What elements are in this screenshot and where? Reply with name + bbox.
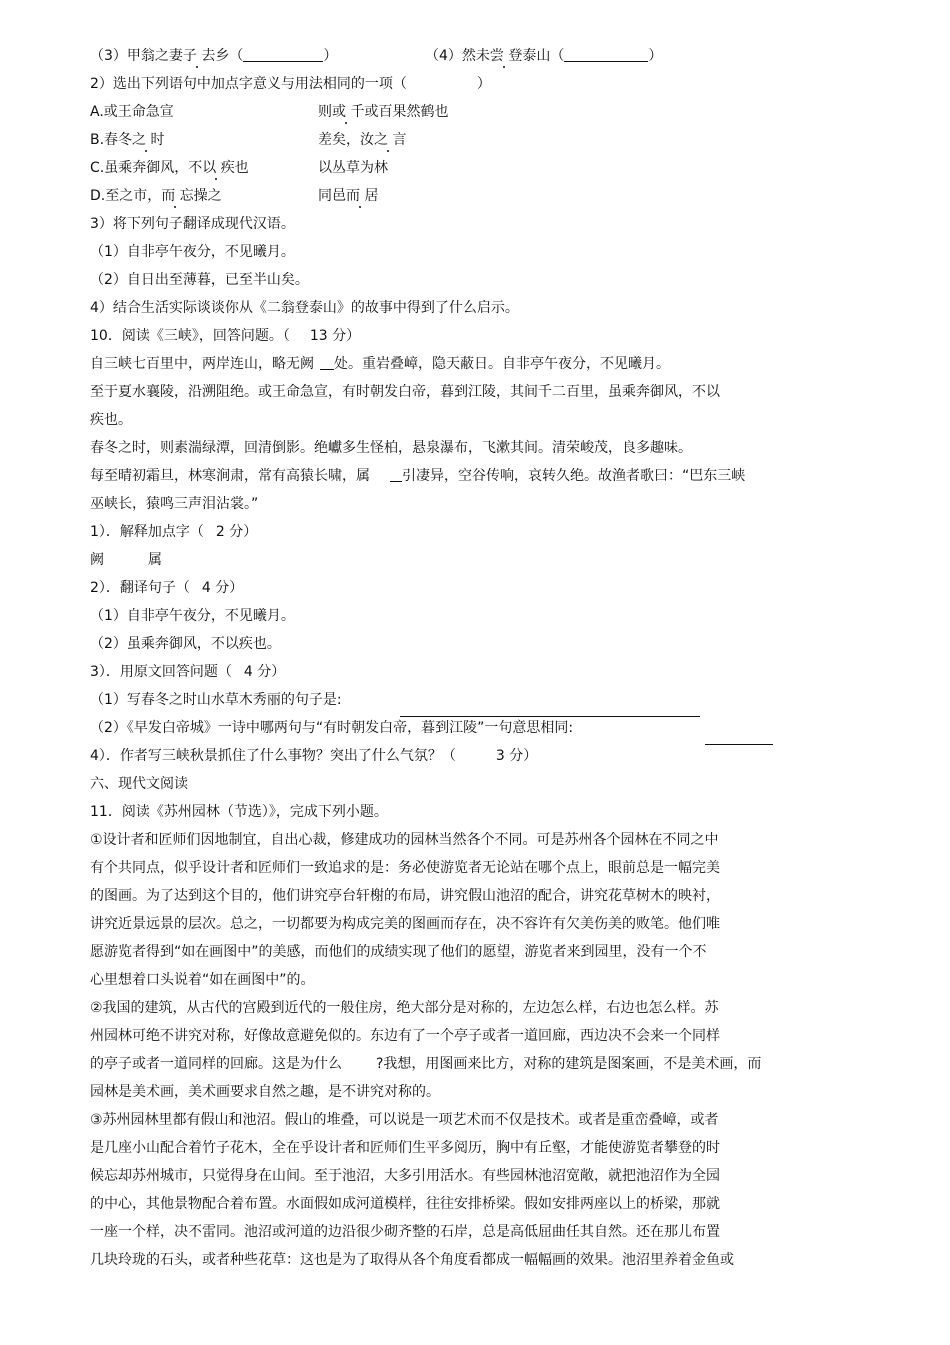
q9-sub3: 3）将下列句子翻译成现代汉语。 (90, 216, 295, 232)
option-d-left: D.至之市，而 忘操之 (90, 188, 222, 204)
q10-passage-line: 每至晴初霜旦，林寒涧肃，常有高猿长啸，属 引凄异，空谷传响，哀转久绝。故渔者歌曰：“巴东三峡 (90, 462, 745, 490)
q10-word-zhu: 属 (148, 552, 162, 568)
answer-blank[interactable] (564, 45, 648, 62)
q11-para3-line: 候忘却苏州城市，只觉得身在山间。至于池沼，大多引用活水。有些园林池沼宽敞，就把池沼作为全园 (90, 1168, 720, 1184)
q9-item3: （3）甲翁之妻子 去乡（ ） (90, 42, 337, 70)
q9-sub3-2: （2）自日出至薄暮，已至半山矣。 (90, 272, 309, 288)
q11-para3-line: ③苏州园林里都有假山和池沼。假山的堆叠，可以说是一项艺术而不仅是技术。或者是重峦叠嶂，或者 (90, 1112, 719, 1128)
q11-para1-line: 讲究近景远景的层次。总之，一切都要为构成完美的图画而存在，决不容许有欠美伤美的败笔。他们唯 (90, 916, 720, 932)
option-c-right: 以丛草为林 (318, 160, 388, 176)
option-b-left: B.春冬之 时 (90, 132, 165, 148)
answer-line[interactable] (705, 728, 773, 745)
option-c-left: C.虽乘奔御风，不以 疾也 (90, 160, 249, 176)
q11-para2-line: 园林是美术画，美术画要求自然之趣，是不讲究对称的。 (90, 1084, 440, 1100)
q10-sub3-2: （2）《早发白帝城》一诗中哪两句与“有时朝发白帝，暮到江陵”一句意思相同: (90, 720, 574, 736)
q11-para1-line: 有个共同点，似乎设计者和匠师们一致追求的是：务必使游览者无论站在哪个点上，眼前总是一幅完美 (90, 860, 720, 876)
section-heading: 六、现代文阅读 (90, 776, 188, 792)
q11-para3-line: 的中心，其他景物配合着布置。水面假如成河道模样，往往安排桥梁。假如安排两座以上的桥梁，那就 (90, 1196, 720, 1212)
q11-para2-line: 州园林可绝不讲究对称，好像故意避免似的。东边有了一个亭子或者一道回廊，西边决不会来一个同样 (90, 1028, 720, 1044)
q10-sub2: 2）．翻译句子（ 4 分） (90, 580, 244, 596)
q11-para1-line: 的图画。为了达到这个目的，他们讲究亭台轩榭的布局，讲究假山池沼的配合，讲究花草树木的映衬， (90, 888, 720, 904)
q10-passage-line: 自三峡七百里中，两岸连山，略无阙 处。重岩叠嶂，隐天蔽日。自非亭午夜分，不见曦月。 (90, 350, 670, 378)
q10-sub3: 3）．用原文回答问题（ 4 分） (90, 664, 286, 680)
q11-para1-line: ①设计者和匠师们因地制宜，自出心裁，修建成功的园林当然各个不同。可是苏州各个园林在不同之中 (90, 832, 719, 848)
q10-passage-line: 至于夏水襄陵，沿溯阻绝。或王命急宣，有时朝发白帝，暮到江陵，其间千二百里，虽乘奔御风，不以 (90, 384, 720, 400)
q9-sub2: 2）选出下列语句中加点字意义与用法相同的一项（ ） (90, 76, 491, 92)
option-d-right: 同邑而 居 (318, 188, 379, 204)
q11-para1-line: 愿游览者得到“如在画图中”的美感，而他们的成绩实现了他们的愿望，游览者来到园里，没有一个不 (90, 944, 707, 960)
q11-para3-line: 一座一个样，决不雷同。池沼或河道的边沿很少砌齐整的石岸，总是高低屈曲任其自然。还在那儿布置 (90, 1224, 720, 1240)
q11-para3-line: 几块玲珑的石头，或者种些花草：这也是为了取得从各个角度看都成一幅幅画的效果。池沼里养着金鱼或 (90, 1252, 734, 1268)
q9-sub4: 4）结合生活实际谈谈你从《二翁登泰山》的故事中得到了什么启示。 (90, 300, 519, 316)
q10-passage-line: 疾也。 (90, 412, 132, 428)
q11-title: 11．阅读《苏州园林（节选）》，完成下列小题。 (90, 804, 388, 820)
q10-sub2-2: （2）虽乘奔御风，不以疾也。 (90, 636, 281, 652)
q10-title: 10．阅读《三峡》，回答问题。（ 13 分） (90, 328, 361, 344)
answer-blank[interactable] (243, 45, 323, 62)
option-b-right: 差矣，汝之 言 (318, 132, 407, 148)
q9-item4: （4）然未尝 登泰山（ ） (425, 42, 662, 70)
q11-para2-line: 的亭子或者一道同样的回廊。这是为什么 ?我想，用图画来比方，对称的建筑是图案画，不是美术画，而 (90, 1056, 762, 1072)
q10-sub4: 4）．作者写三峡秋景抓住了什么事物？突出了什么气氛？（ 3 分） (90, 748, 538, 764)
q10-passage-line: 春冬之时，则素湍绿潭，回清倒影。绝巘多生怪柏，悬泉瀑布，飞漱其间。清荣峻茂，良多趣味。 (90, 440, 692, 456)
q10-sub2-1: （1）自非亭午夜分，不见曦月。 (90, 608, 295, 624)
q11-para2-line: ②我国的建筑，从古代的宫殿到近代的一般住房，绝大部分是对称的，左边怎么样，右边也怎么样。苏 (90, 1000, 719, 1016)
q10-sub1: 1）．解释加点字（ 2 分） (90, 524, 258, 540)
q10-word-que: 阙 (90, 552, 104, 568)
q11-para1-line: 心里想着口头说着“如在画图中”的。 (90, 972, 315, 988)
q9-sub3-1: （1）自非亭午夜分，不见曦月。 (90, 244, 295, 260)
option-a-right: 则或 千或百果然鹤也 (318, 104, 449, 120)
option-a-left: A.或王命急宣 (90, 104, 174, 120)
q10-sub3-1: （1）写春冬之时山水草木秀丽的句子是: (90, 692, 342, 708)
q11-para3-line: 是几座小山配合着竹子花木，全在乎设计者和匠师们生平多阅历，胸中有丘壑，才能使游览者攀登的时 (90, 1140, 720, 1156)
q10-passage-line: 巫峡长，猿鸣三声泪沾裳。” (90, 496, 259, 512)
